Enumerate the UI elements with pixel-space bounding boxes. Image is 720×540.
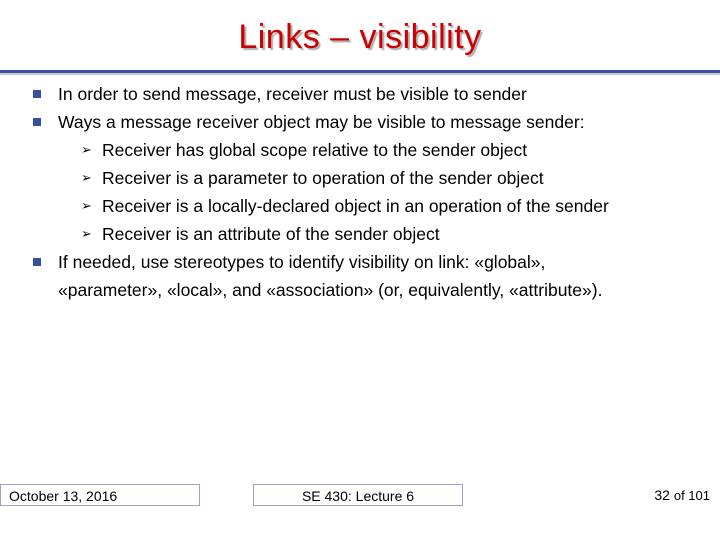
square-bullet-icon [33,258,41,266]
footer-course: SE 430: Lecture 6 [253,484,463,506]
bullet-item: Ways a message receiver object may be visible to message sender: [58,112,585,132]
sub-bullet-item: Receiver is an attribute of the sender object [102,224,440,244]
arrow-bullet-icon: ➢ [81,170,92,185]
arrow-bullet-icon: ➢ [81,198,92,213]
page-number: 32 [654,487,670,503]
slide-title: Links – visibility [238,18,482,56]
square-bullet-icon [33,90,41,98]
sub-bullet-item: Receiver is a locally-declared object in an operation of the sender [102,196,609,216]
sub-bullet-item: Receiver has global scope relative to the sender object [102,140,528,160]
bullet-item-continuation: «parameter», «local», and «association» (or, equivalently, «attribute»). [58,280,603,300]
arrow-bullet-icon: ➢ [81,142,92,157]
bullet-item: In order to send message, receiver must be visible to sender [58,84,527,104]
footer-page [590,484,720,506]
title-divider-shadow [0,73,720,75]
page-total: of 101 [673,488,710,503]
bullet-item: If needed, use stereotypes to identify visibility on link: «global», [58,252,546,272]
arrow-bullet-icon: ➢ [81,226,92,241]
sub-bullet-item: Receiver is a parameter to operation of the sender object [102,168,544,188]
footer-date: October 13, 2016 [0,484,200,506]
square-bullet-icon [33,118,41,126]
